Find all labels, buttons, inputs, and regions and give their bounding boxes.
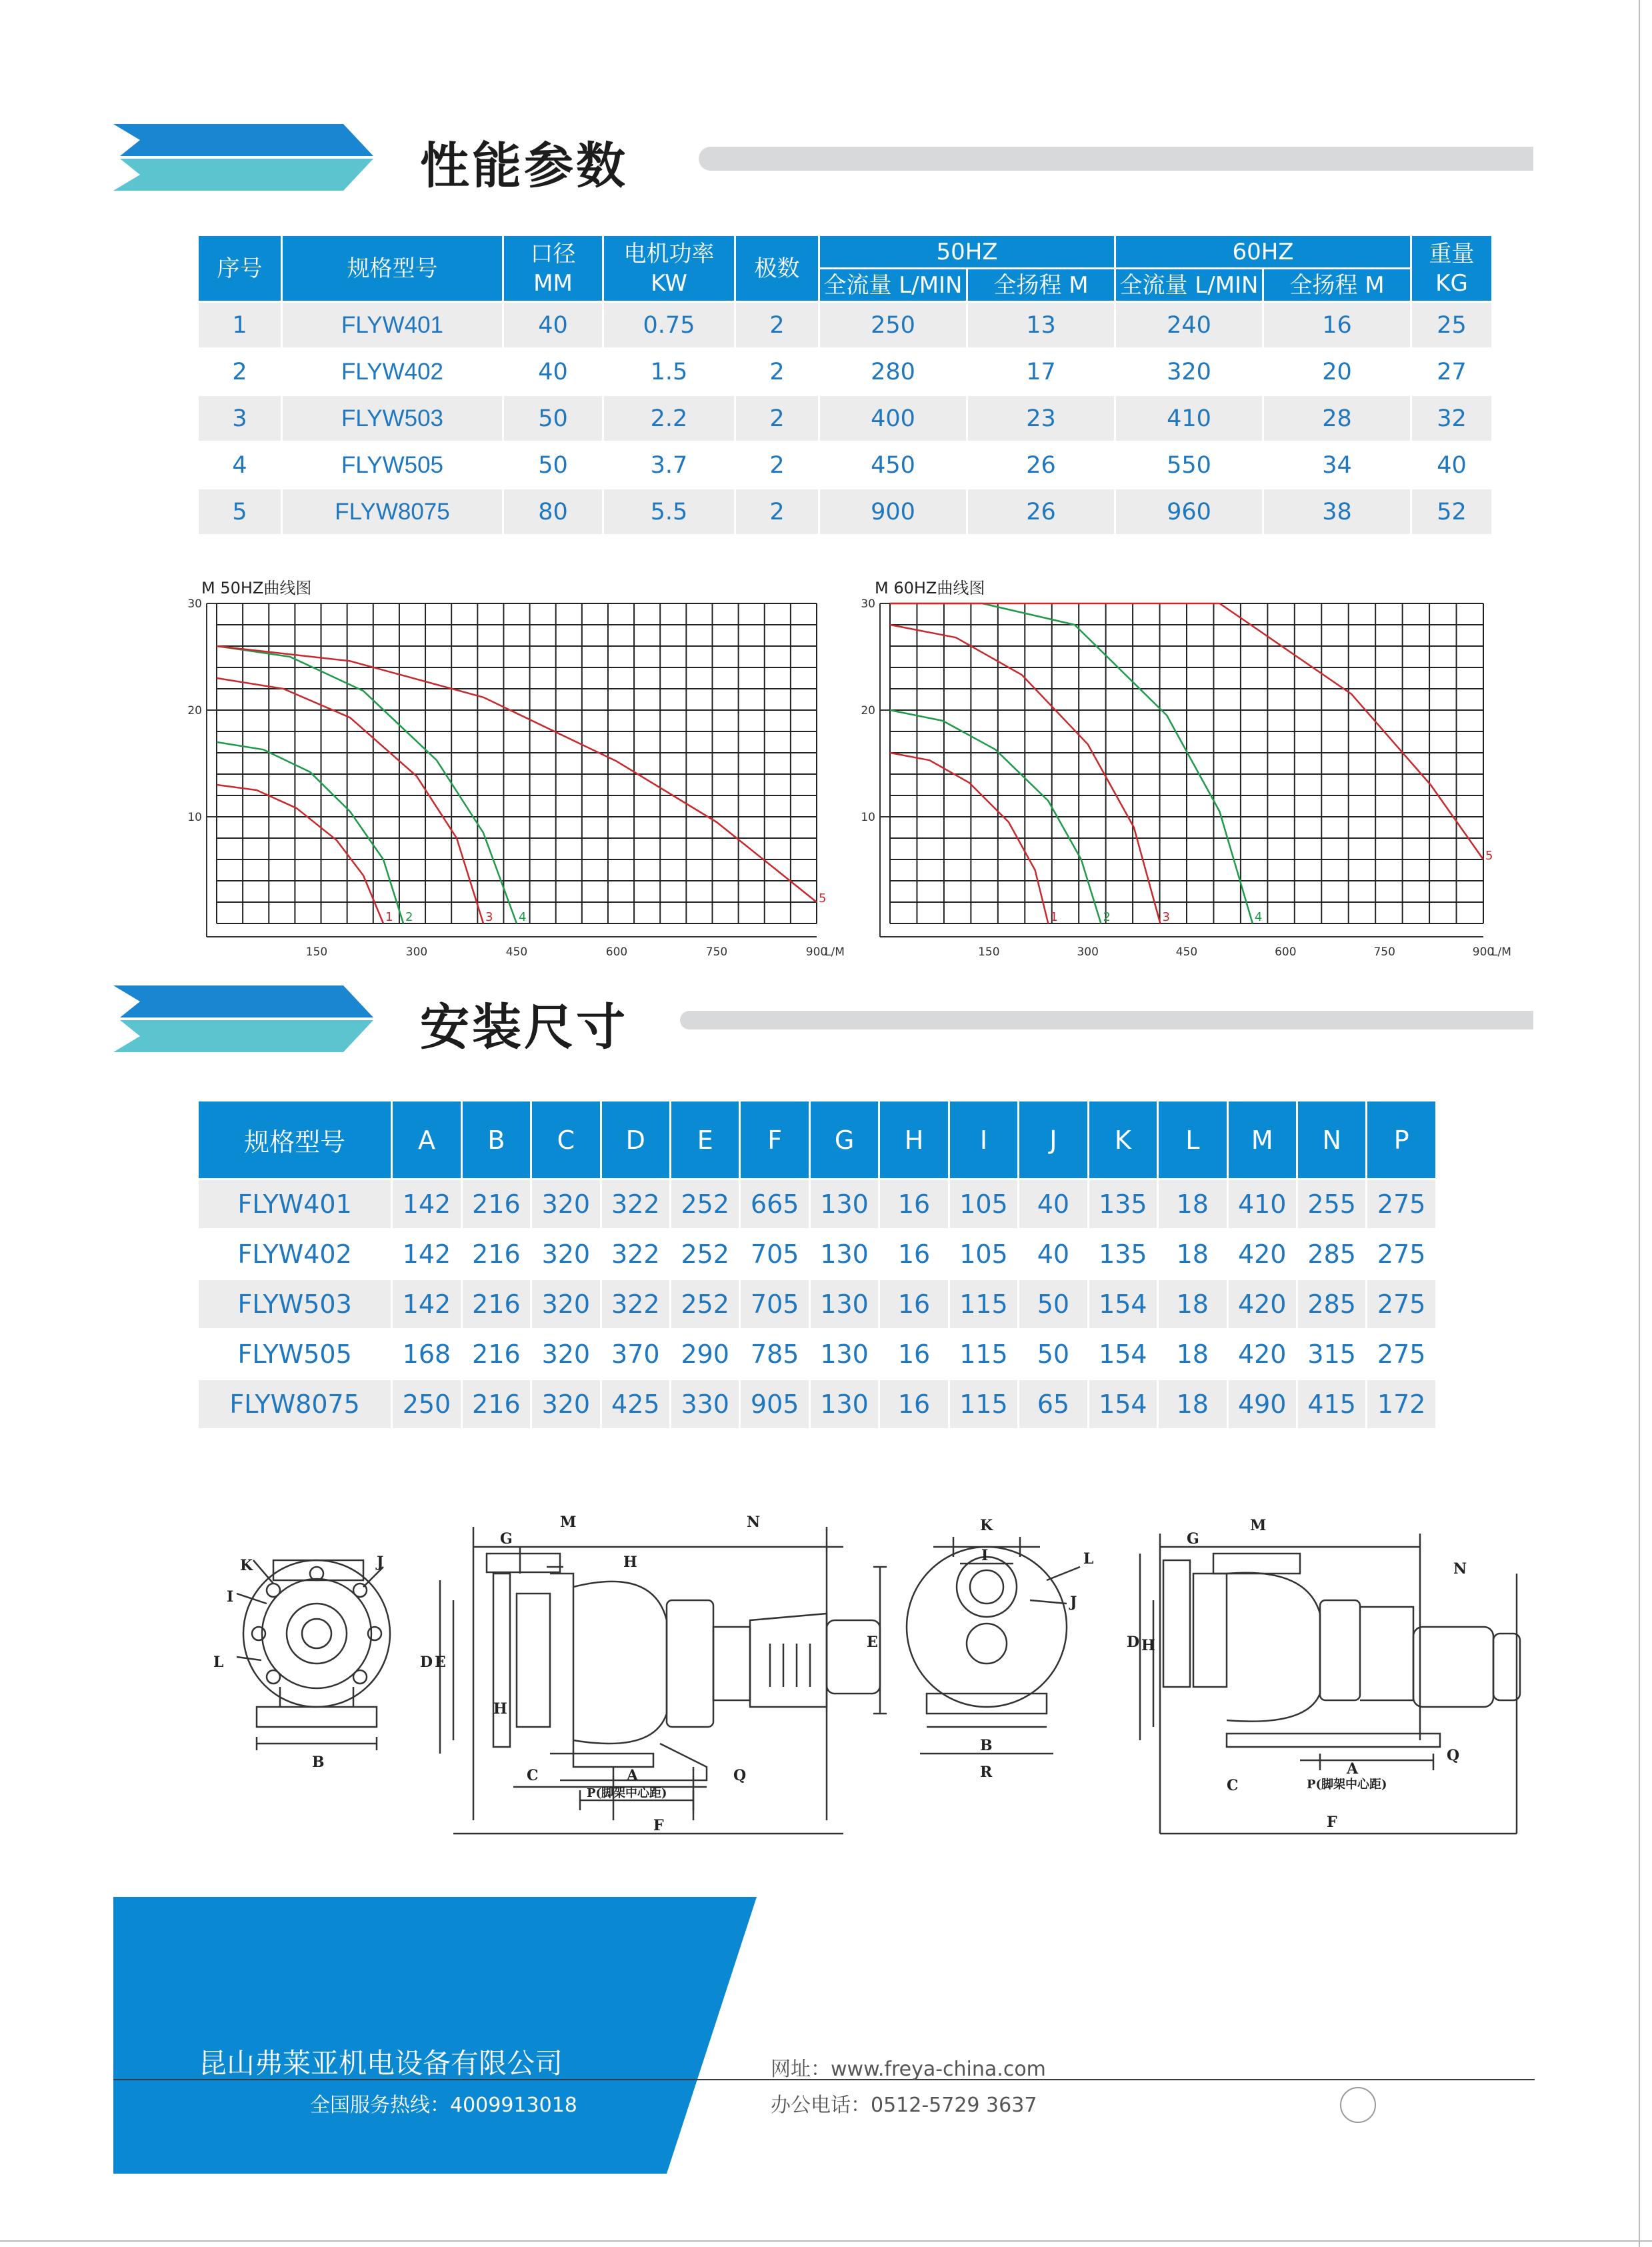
- model-cell: FLYW505: [283, 443, 504, 489]
- x-tick-label: 750: [705, 945, 728, 959]
- x-tick-label: 600: [605, 945, 628, 959]
- chart-60hz: [863, 593, 1543, 967]
- drawing-label: H: [1141, 1637, 1155, 1654]
- table-cell: 142: [393, 1180, 462, 1230]
- header-index: 序号: [199, 236, 283, 303]
- table-cell: 370: [602, 1330, 671, 1380]
- drawing-label: C: [1227, 1777, 1239, 1794]
- series-label: 3: [1162, 910, 1170, 924]
- drawing-label: N: [747, 1514, 761, 1531]
- table-cell: 320: [532, 1180, 601, 1230]
- header-dimension: I: [950, 1101, 1019, 1180]
- table-cell: 18: [1159, 1380, 1228, 1430]
- table-cell: 400: [820, 396, 968, 443]
- model-cell: FLYW503: [283, 396, 504, 443]
- table-cell: 320: [1116, 349, 1264, 396]
- table-cell: 50: [1019, 1330, 1089, 1380]
- header-dimension: K: [1089, 1101, 1159, 1180]
- table-cell: 16: [1264, 303, 1412, 349]
- y-tick-label: 20: [187, 704, 202, 717]
- table-cell: 240: [1116, 303, 1264, 349]
- drawing-label: F: [653, 1817, 664, 1834]
- x-tick-label: 150: [978, 945, 1000, 959]
- drawing-label: M: [560, 1514, 577, 1531]
- drawing-label: L: [213, 1654, 224, 1671]
- table-cell: 40: [504, 349, 604, 396]
- table-cell: 130: [811, 1380, 880, 1430]
- table-cell: 26: [968, 489, 1116, 536]
- header-dimension: J: [1019, 1101, 1089, 1180]
- table-cell: 550: [1116, 443, 1264, 489]
- table-cell: 154: [1089, 1330, 1159, 1380]
- table-cell: 2: [736, 443, 820, 489]
- table-cell: 130: [811, 1280, 880, 1330]
- table-cell: 275: [1367, 1280, 1437, 1330]
- table-cell: 40: [1019, 1230, 1089, 1280]
- header-dimension: M: [1229, 1101, 1298, 1180]
- chart-grid: [217, 603, 817, 923]
- series-label: 4: [519, 910, 527, 924]
- table-cell: 415: [1298, 1380, 1367, 1430]
- table-cell: 26: [968, 443, 1116, 489]
- header-dimension: L: [1159, 1101, 1228, 1180]
- table-cell: 34: [1264, 443, 1412, 489]
- series-line-3: [217, 678, 483, 923]
- series-label: 5: [819, 891, 827, 905]
- drawing-label: D: [1127, 1634, 1140, 1651]
- table-cell: 135: [1089, 1180, 1159, 1230]
- x-tick-label: 450: [1175, 945, 1198, 959]
- x-tick-label: 900: [1472, 945, 1495, 959]
- table-cell: 705: [741, 1230, 810, 1280]
- table-cell: 275: [1367, 1180, 1437, 1230]
- drawing-label: G: [500, 1530, 513, 1548]
- series-label: 5: [1485, 849, 1493, 863]
- drawing-label: A: [627, 1767, 639, 1784]
- table-cell: 290: [671, 1330, 741, 1380]
- table-cell: 410: [1229, 1180, 1298, 1230]
- section-divider-bar: [680, 1011, 1533, 1029]
- section-arrow-icon: [113, 985, 373, 1052]
- y-tick-label: 20: [861, 704, 875, 717]
- table-cell: 275: [1367, 1230, 1437, 1280]
- table-row: [199, 1380, 1437, 1430]
- table-cell: 40: [1412, 443, 1493, 489]
- model-cell: FLYW402: [199, 1230, 393, 1280]
- table-cell: 16: [880, 1280, 949, 1330]
- table-cell: 252: [671, 1280, 741, 1330]
- table-cell: 50: [504, 396, 604, 443]
- drawing-label: Q: [1447, 1747, 1460, 1764]
- table-cell: 322: [602, 1280, 671, 1330]
- table-cell: 115: [950, 1280, 1019, 1330]
- drawing-label: N: [1453, 1560, 1467, 1578]
- table-cell: 322: [602, 1180, 671, 1230]
- header-head-50: 全扬程 M: [968, 269, 1116, 303]
- drawing-label: H: [623, 1554, 637, 1571]
- drawing-label: P(脚架中心距): [1307, 1778, 1387, 1792]
- drawing-label: R: [980, 1764, 993, 1781]
- table-cell: 3: [199, 396, 283, 443]
- table-cell: 250: [393, 1380, 462, 1430]
- table-cell: 2: [736, 489, 820, 536]
- table-cell: 425: [602, 1380, 671, 1430]
- table-cell: 80: [504, 489, 604, 536]
- header-dimension: A: [393, 1101, 462, 1180]
- table-cell: 4: [199, 443, 283, 489]
- drawing-label: L: [1083, 1550, 1094, 1568]
- table-cell: 280: [820, 349, 968, 396]
- performance-title: 性能参数: [420, 137, 628, 195]
- table-cell: 2: [736, 349, 820, 396]
- table-cell: 216: [463, 1380, 532, 1430]
- table-cell: 105: [950, 1180, 1019, 1230]
- table-cell: 900: [820, 489, 968, 536]
- table-cell: 40: [1019, 1180, 1089, 1230]
- series-label: 2: [405, 910, 413, 924]
- drawing-label: E: [867, 1634, 878, 1651]
- table-row: [199, 349, 1493, 396]
- table-cell: 665: [741, 1180, 810, 1230]
- drawing-label: D: [420, 1654, 433, 1671]
- table-cell: 2: [199, 349, 283, 396]
- table-cell: 16: [880, 1180, 949, 1230]
- drawing-label: Q: [733, 1767, 747, 1784]
- drawing-label: I: [981, 1547, 989, 1564]
- drawing-label: A: [1347, 1760, 1359, 1778]
- page-border-bottom: [0, 2240, 1652, 2242]
- footer-blue-panel: [113, 1897, 760, 2174]
- table-cell: 40: [504, 303, 604, 349]
- front-view-left: [237, 1560, 390, 1750]
- drawing-label: J: [377, 1554, 384, 1571]
- drawing-label: I: [227, 1588, 234, 1606]
- table-cell: 32: [1412, 396, 1493, 443]
- table-cell: 250: [820, 303, 968, 349]
- drawing-label: G: [1187, 1530, 1199, 1548]
- x-axis-label: L/M: [825, 945, 845, 959]
- dimension-table: [199, 1101, 1437, 1430]
- drawing-label: P(脚架中心距): [587, 1786, 667, 1800]
- header-dimension: B: [463, 1101, 532, 1180]
- drawing-label: B: [312, 1754, 325, 1771]
- model-cell: FLYW8075: [199, 1380, 393, 1430]
- series-label: 2: [1103, 910, 1111, 924]
- table-cell: 285: [1298, 1230, 1367, 1280]
- table-cell: 216: [463, 1280, 532, 1330]
- table-cell: 705: [741, 1280, 810, 1330]
- header-dimension: G: [811, 1101, 880, 1180]
- table-cell: 785: [741, 1330, 810, 1380]
- series-label: 1: [385, 910, 393, 924]
- front-view-right: [873, 1537, 1080, 1754]
- header-dimension: N: [1298, 1101, 1367, 1180]
- page-border-right: [1639, 0, 1640, 2247]
- drawing-label: K: [980, 1517, 993, 1534]
- table-row: [199, 1280, 1437, 1330]
- header-caliber: 口径 MM: [504, 236, 604, 303]
- install-section-header: [113, 973, 1533, 1067]
- header-flow-50: 全流量 L/MIN: [820, 269, 968, 303]
- series-label: 1: [1050, 910, 1058, 924]
- y-tick-label: 10: [187, 811, 202, 824]
- table-cell: 1: [199, 303, 283, 349]
- chart-60hz-title: M 60HZ曲线图: [875, 579, 985, 597]
- x-tick-label: 300: [405, 945, 428, 959]
- table-cell: 3.7: [604, 443, 736, 489]
- table-cell: 130: [811, 1180, 880, 1230]
- table-cell: 16: [880, 1330, 949, 1380]
- table-row: [199, 303, 1493, 349]
- table-row: [199, 396, 1493, 443]
- series-label: 3: [485, 910, 493, 924]
- header-head-60: 全扬程 M: [1264, 269, 1412, 303]
- table-cell: 420: [1229, 1230, 1298, 1280]
- table-cell: 255: [1298, 1180, 1367, 1230]
- table-cell: 20: [1264, 349, 1412, 396]
- table-cell: 420: [1229, 1330, 1298, 1380]
- installation-drawings: [200, 1474, 1527, 1847]
- table-cell: 275: [1367, 1330, 1437, 1380]
- table-cell: 105: [950, 1230, 1019, 1280]
- table-cell: 65: [1019, 1380, 1089, 1430]
- header-weight: 重量 KG: [1412, 236, 1493, 303]
- table-cell: 330: [671, 1380, 741, 1430]
- table-cell: 490: [1229, 1380, 1298, 1430]
- service-hotline: 全国服务热线：4009913018: [310, 2094, 577, 2117]
- series-label: 4: [1254, 910, 1263, 924]
- table-cell: 18: [1159, 1330, 1228, 1380]
- table-cell: 960: [1116, 489, 1264, 536]
- table-row: [199, 1180, 1437, 1230]
- table-row: [199, 489, 1493, 536]
- table-cell: 52: [1412, 489, 1493, 536]
- table-cell: 28: [1264, 396, 1412, 443]
- table-cell: 320: [532, 1280, 601, 1330]
- table-cell: 2.2: [604, 396, 736, 443]
- table-cell: 2: [736, 396, 820, 443]
- table-cell: 172: [1367, 1380, 1437, 1430]
- table-cell: 50: [504, 443, 604, 489]
- table-cell: 2: [736, 303, 820, 349]
- drawing-label: E: [435, 1654, 446, 1671]
- table-cell: 17: [968, 349, 1116, 396]
- table-cell: 252: [671, 1180, 741, 1230]
- table-cell: 115: [950, 1330, 1019, 1380]
- table-cell: 13: [968, 303, 1116, 349]
- header-flow-60: 全流量 L/MIN: [1116, 269, 1264, 303]
- table-cell: 130: [811, 1230, 880, 1280]
- table-cell: 322: [602, 1230, 671, 1280]
- y-tick-label: 30: [861, 597, 875, 611]
- table-row: [199, 1330, 1437, 1380]
- table-cell: 135: [1089, 1230, 1159, 1280]
- table-cell: 216: [463, 1330, 532, 1380]
- table-cell: 142: [393, 1230, 462, 1280]
- drawing-label: K: [240, 1557, 253, 1574]
- table-cell: 320: [532, 1230, 601, 1280]
- table-cell: 25: [1412, 303, 1493, 349]
- header-dimension: H: [880, 1101, 949, 1180]
- table-row: [199, 1230, 1437, 1280]
- y-tick-label: 30: [187, 597, 202, 611]
- table-cell: 18: [1159, 1180, 1228, 1230]
- x-tick-label: 150: [305, 945, 328, 959]
- model-cell: FLYW505: [199, 1330, 393, 1380]
- drawing-label: F: [1327, 1814, 1337, 1831]
- drawing-label: M: [1250, 1517, 1267, 1534]
- x-axis-label: L/M: [1491, 945, 1511, 959]
- x-tick-label: 450: [505, 945, 528, 959]
- chart-50hz: [187, 593, 903, 967]
- table-cell: 320: [532, 1380, 601, 1430]
- header-60hz: 60HZ: [1116, 236, 1412, 269]
- table-cell: 410: [1116, 396, 1264, 443]
- table-cell: 216: [463, 1180, 532, 1230]
- model-cell: FLYW503: [199, 1280, 393, 1330]
- chart-50hz-title: M 50HZ曲线图: [201, 579, 312, 597]
- table-cell: 315: [1298, 1330, 1367, 1380]
- header-50hz: 50HZ: [820, 236, 1116, 269]
- table-row: [199, 443, 1493, 489]
- table-cell: 216: [463, 1230, 532, 1280]
- circle-icon: [1340, 2087, 1376, 2123]
- table-cell: 16: [880, 1230, 949, 1280]
- table-cell: 142: [393, 1280, 462, 1330]
- table-cell: 252: [671, 1230, 741, 1280]
- table-cell: 450: [820, 443, 968, 489]
- table-cell: 18: [1159, 1280, 1228, 1330]
- series-line-2: [217, 742, 403, 923]
- table-cell: 16: [880, 1380, 949, 1430]
- office-phone: 办公电话：0512-5729 3637: [771, 2094, 1037, 2117]
- x-tick-label: 600: [1275, 945, 1297, 959]
- model-cell: FLYW401: [199, 1180, 393, 1230]
- model-cell: FLYW401: [283, 303, 504, 349]
- table-cell: 38: [1264, 489, 1412, 536]
- table-cell: 115: [950, 1380, 1019, 1430]
- header-poles: 极数: [736, 236, 820, 303]
- drawing-label: J: [1070, 1594, 1077, 1611]
- drawing-label: B: [980, 1737, 993, 1754]
- table-cell: 154: [1089, 1380, 1159, 1430]
- section-divider-bar: [699, 147, 1533, 171]
- performance-section-header: [113, 112, 1533, 205]
- header-dimension: E: [671, 1101, 741, 1180]
- table-cell: 50: [1019, 1280, 1089, 1330]
- header-model: 规格型号: [199, 1101, 393, 1180]
- install-title: 安装尺寸: [420, 999, 628, 1056]
- x-tick-label: 900: [805, 945, 828, 959]
- x-tick-label: 300: [1077, 945, 1099, 959]
- table-cell: 905: [741, 1380, 810, 1430]
- drawing-label: H: [493, 1700, 507, 1718]
- model-cell: FLYW402: [283, 349, 504, 396]
- section-arrow-icon: [113, 124, 373, 191]
- company-name: 昆山弗莱亚机电设备有限公司: [199, 2047, 563, 2080]
- header-dimension: F: [741, 1101, 810, 1180]
- table-cell: 130: [811, 1330, 880, 1380]
- table-cell: 0.75: [604, 303, 736, 349]
- header-model: 规格型号: [283, 236, 504, 303]
- header-dimension: C: [532, 1101, 601, 1180]
- model-cell: FLYW8075: [283, 489, 504, 536]
- table-cell: 154: [1089, 1280, 1159, 1330]
- table-cell: 1.5: [604, 349, 736, 396]
- table-cell: 18: [1159, 1230, 1228, 1280]
- table-cell: 27: [1412, 349, 1493, 396]
- table-cell: 420: [1229, 1280, 1298, 1330]
- table-cell: 23: [968, 396, 1116, 443]
- drawing-label: C: [527, 1767, 539, 1784]
- table-cell: 320: [532, 1330, 601, 1380]
- performance-table: [199, 236, 1493, 536]
- y-tick-label: 10: [861, 811, 875, 824]
- header-power: 电机功率 KW: [604, 236, 736, 303]
- table-cell: 5: [199, 489, 283, 536]
- header-dimension: D: [602, 1101, 671, 1180]
- header-dimension: P: [1367, 1101, 1437, 1180]
- table-cell: 285: [1298, 1280, 1367, 1330]
- x-tick-label: 750: [1373, 945, 1395, 959]
- table-cell: 168: [393, 1330, 462, 1380]
- table-cell: 5.5: [604, 489, 736, 536]
- website-link[interactable]: 网址：www.freya-china.com: [771, 2058, 1046, 2081]
